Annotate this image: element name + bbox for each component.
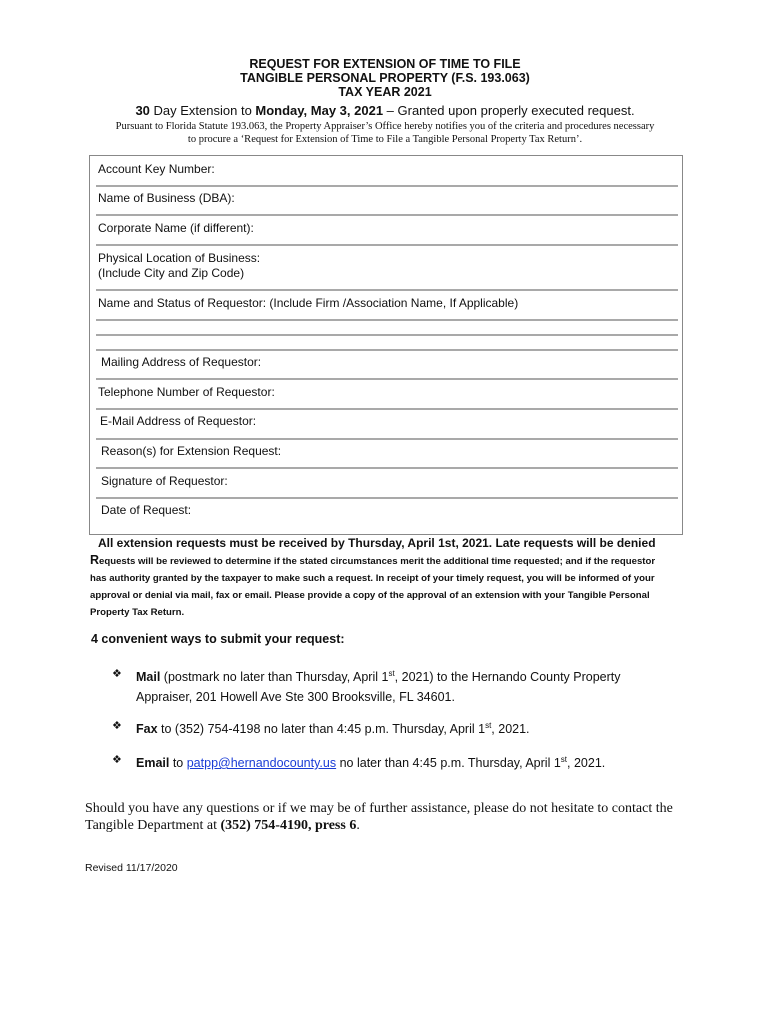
email-to: to [169,756,187,771]
diamond-bullet-icon: ❖ [112,668,122,680]
signature-label: Signature of Requestor: [101,474,228,488]
email-label: Email [136,756,170,771]
statute-line-2: to procure a ‘Request for Extension of Time to File a Tangible Personal Property Tax Return’. [187,134,583,145]
extension-mid: Day Extension to [149,103,256,118]
closing-paragraph [85,800,705,834]
mail-sup: st [388,669,395,678]
deadline-notice: All extension requests must be received by Thursday, April 1st, 2021. Late requests will be denied [98,536,656,550]
mail-option-text [136,664,676,707]
mailing-address-field[interactable] [96,378,678,380]
fax-text-2: , 2021. [491,722,530,737]
physical-location-label: Physical Location of Business: [98,251,261,265]
email-sup: st [560,755,568,764]
corporate-name-label: Corporate Name (if different): [98,221,254,235]
extension-statement [0,103,770,118]
signature-field[interactable] [96,497,678,499]
fax-text-1: to (352) 754-4198 no later than 4:45 p.m. Thursday, April 1 [157,722,486,737]
closing-line-1: Should you have any questions or if we may be of further assistance, please do not hesitate to contact the [85,801,673,816]
mail-text-1: (postmark no later than Thursday, April 1 [160,670,389,685]
email-text-2: , 2021. [567,756,606,771]
requestor-status-field[interactable] [96,319,678,321]
reasons-label: Reason(s) for Extension Request: [101,444,282,458]
fax-option-text [136,716,676,739]
requestor-status-label: Name and Status of Requestor: (Include Firm /Association Name, If Applicable) [98,296,519,310]
extension-date: Monday, May 3, 2021 [255,103,384,118]
contact-phone: (352) 754-4190, press 6 [220,818,357,833]
mailing-address-label: Mailing Address of Requestor: [101,355,262,369]
diamond-bullet-icon: ❖ [112,720,122,732]
email-link[interactable]: patpp@hernandocounty.us [186,756,337,771]
requestor-status-field-3[interactable] [96,349,678,351]
email-option-text [136,750,676,773]
diamond-bullet-icon: ❖ [112,754,122,766]
title-line-1: REQUEST FOR EXTENSION OF TIME TO FILE [249,57,521,71]
email-label: E-Mail Address of Requestor: [100,414,257,428]
mail-text-2: , 2021) to the Hernando County Property [394,670,621,685]
closing-line-2-pre: Tangible Department at [85,818,221,833]
telephone-label: Telephone Number of Requestor: [98,385,275,399]
review-paragraph [90,552,700,621]
review-line-4: Property Tax Return. [90,607,185,618]
review-initial: R [90,553,100,567]
corporate-name-field[interactable] [96,244,678,246]
telephone-field[interactable] [96,408,678,410]
title-line-3: TAX YEAR 2021 [338,85,432,99]
review-line-2: has authority granted by the taxpayer to make such a request. In receipt of your timely request, you will be informed of your [90,573,655,584]
email-text-1: no later than 4:45 p.m. Thursday, April 1 [336,756,561,771]
mail-label: Mail [136,670,161,685]
business-name-label: Name of Business (DBA): [98,191,235,205]
extension-tail: – Granted upon properly executed request. [383,103,635,118]
submit-ways-heading: 4 convenient ways to submit your request: [91,632,345,646]
reasons-field[interactable] [96,467,678,469]
email-field[interactable] [96,438,678,440]
statute-notice [0,120,770,146]
review-line-1-text: equests will be reviewed to determine if the stated circumstances merit the additional time requested; and if the requestor [99,556,656,567]
closing-line-2-post: . [356,818,360,833]
request-form [89,155,683,535]
physical-location-note: (Include City and Zip Code) [98,266,245,280]
title-line-2: TANGIBLE PERSONAL PROPERTY (F.S. 193.063) [240,71,530,85]
fax-sup: st [485,721,492,730]
business-name-field[interactable] [96,214,678,216]
physical-location-field[interactable] [96,289,678,291]
account-key-label: Account Key Number: [98,162,215,176]
requestor-status-field-2[interactable] [96,334,678,336]
review-line-3: approval or denial via mail, fax or email. Please provide a copy of the approval of an extension with your Tangible Personal [90,590,650,601]
extension-days: 30 [135,103,150,118]
fax-label: Fax [136,722,158,737]
mail-address: Appraiser, 201 Howell Ave Ste 300 Brooksville, FL 34601. [136,690,455,705]
date-label: Date of Request: [101,503,192,517]
revised-date: Revised 11/17/2020 [85,862,178,874]
account-key-field[interactable] [96,185,678,187]
statute-line-1: Pursuant to Florida Statute 193.063, the Property Appraiser’s Office hereby notifies you of the criteria and procedures necessary [115,121,655,132]
closing-line-2 [85,817,705,834]
review-line-1 [90,552,700,570]
